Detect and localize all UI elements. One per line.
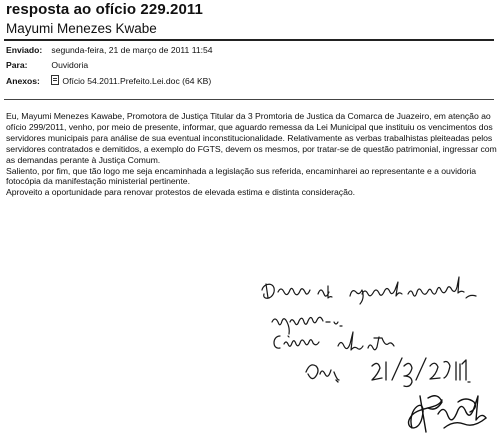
signature	[398, 388, 496, 438]
sent-label: Enviado:	[6, 45, 43, 55]
sent-row	[6, 45, 213, 55]
document-icon	[51, 75, 59, 85]
body-paragraph: Aproveito a oportunidade para renovar protestos de elevada estima e distinta consideração.	[6, 187, 356, 198]
handwritten-note-line4	[300, 352, 490, 388]
to-label: Para:	[6, 60, 28, 70]
to-value: Ouvidoria	[51, 60, 89, 70]
email-sender: Mayumi Menezes Kwabe	[6, 21, 157, 36]
attachment-link[interactable]: Ofício 54.2011.Prefeito.Lei.doc (64 KB)	[62, 76, 212, 86]
attachments-row	[6, 75, 211, 86]
body-paragraph: Eu, Mayumi Menezes Kawabe, Promotora de Justiça Titular da 3 Promtoria de Justica da Comarca de Juazeiro, em atenção ao ofício 299/2011, venho, por meio de presente, informar, que aguardo remessa da Lei Municipal que instituiu os vencimentos dos servidores municipais para análise de sua eventual inconstitucionalidade. Relativamente as verbas trabalhistas pleiteadas pelos servidores contratados e demitidos, a exemplo do FGTS, devem os mesmos, por tratar-se de questão patrimonial, ingressar com as demandas perante à Justiça Comum.	[6, 111, 497, 165]
sent-value: segunda-feira, 21 de março de 2011 11:54	[51, 45, 213, 55]
to-row	[6, 60, 88, 70]
body-paragraph: Saliento, por fim, que tão logo me seja encaminhada a legislação sus referida, encaminharei ao representante e a ouvidoria fotocópia da manifestação ministerial pertinente.	[6, 165, 477, 187]
email-subject: resposta ao ofício 229.2011	[6, 1, 203, 18]
body-divider	[4, 99, 494, 100]
attachments-label: Anexos:	[6, 76, 40, 86]
header-divider	[4, 39, 494, 41]
handwritten-note-line1	[258, 276, 498, 310]
email-body	[6, 111, 498, 198]
